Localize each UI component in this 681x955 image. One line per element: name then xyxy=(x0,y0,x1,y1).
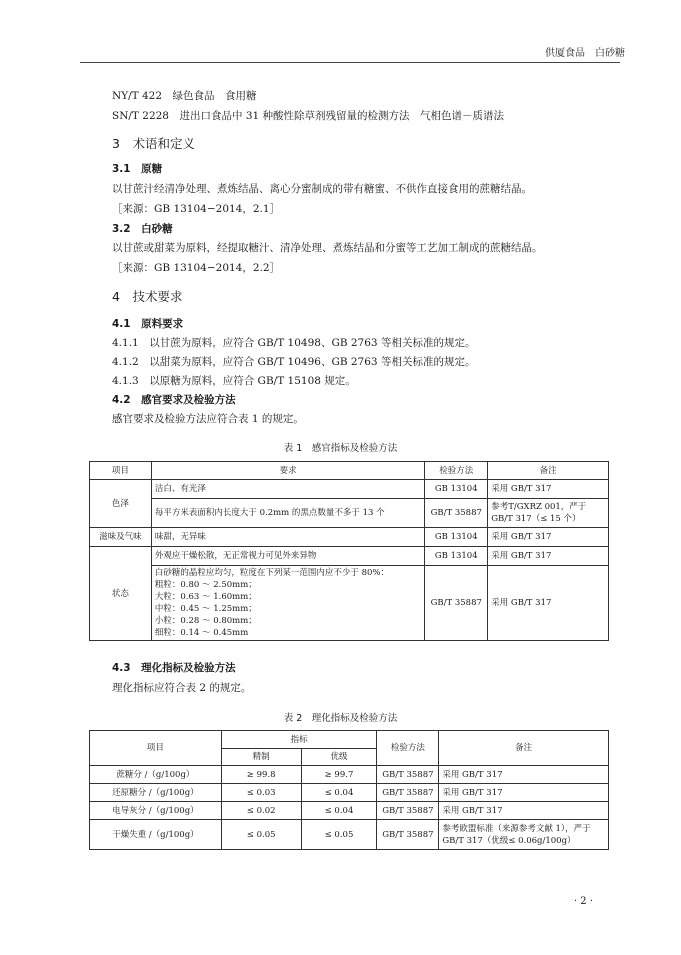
table-cell: ≤ 0.05 xyxy=(301,820,377,850)
table-cell: GB 13104 xyxy=(425,547,488,566)
table-header: 优级 xyxy=(301,749,377,766)
section-4-1-heading: 4.1 原料要求 xyxy=(112,318,184,330)
section-3-2-text: 以甘蔗或甜菜为原料，经提取糖汁、清净处理、煮炼结晶和分蜜等工艺加工制成的蔗糖结晶。 xyxy=(112,242,543,254)
table-cell: 滋味及气味 xyxy=(90,528,152,547)
section-4-3-heading: 4.3 理化指标及检验方法 xyxy=(112,662,236,674)
clause-4-1-1: 4.1.1 以甘蔗为原料，应符合 GB/T 10498、GB 2763 等相关标准的规定。 xyxy=(112,337,476,349)
table-row xyxy=(90,480,609,499)
table-header: 检验方法 xyxy=(377,731,439,766)
grain-size-line: 中粒：0.45 ～ 1.25mm； xyxy=(154,604,257,614)
header-rule xyxy=(80,62,620,63)
table-row xyxy=(90,547,609,566)
table-cell: ≤ 0.04 xyxy=(301,784,377,802)
table-header: 备注 xyxy=(488,462,609,480)
section-3-2-heading: 3.2 白砂糖 xyxy=(112,223,173,235)
page-number: · 2 · xyxy=(573,896,593,907)
table-cell: GB 13104 xyxy=(425,480,488,499)
table-cell: 电导灰分 /（g/100g） xyxy=(90,802,222,820)
table-1-sensory xyxy=(89,461,609,641)
table-cell: ≤ 0.04 xyxy=(301,802,377,820)
table-cell: 参考T/GXRZ 001，严于GB/T 317（≤ 15 个） xyxy=(488,499,609,528)
grain-size-line: 白砂糖的晶粒应均匀，粒度在下列某一范围内应不少于 80%： xyxy=(154,568,389,578)
table-cell: GB/T 35887 xyxy=(425,566,488,641)
table-row xyxy=(90,802,609,820)
section-3-1-text: 以甘蔗汁经清净处理、煮炼结晶、离心分蜜制成的带有糖蜜、不供作直接食用的蔗糖结晶。 xyxy=(112,183,532,195)
table-cell: 采用 GB/T 317 xyxy=(488,547,609,566)
reference-sn-t-2228: SN/T 2228 进出口食品中 31 种酸性除草剂残留量的检测方法 气相色谱－质谱法 xyxy=(112,110,505,122)
running-header: 供厦食品 白砂糖 xyxy=(545,48,625,59)
grain-size-line: 小粒：0.28 ～ 0.80mm； xyxy=(154,616,257,626)
table-row xyxy=(90,820,609,850)
table-cell: 干燥失重 /（g/100g） xyxy=(90,820,222,850)
table-row xyxy=(90,731,609,749)
table-header: 检验方法 xyxy=(425,462,488,480)
reference-ny-t-422: NY/T 422 绿色食品 食用糖 xyxy=(112,90,257,102)
table-cell: 蔗糖分 /（g/100g） xyxy=(90,766,222,784)
table-row xyxy=(90,784,609,802)
table-2-physicochemical xyxy=(89,730,609,850)
section-4-3-text: 理化指标应符合表 2 的规定。 xyxy=(112,682,252,694)
table-header: 备注 xyxy=(439,731,609,766)
table-cell: ≥ 99.7 xyxy=(301,766,377,784)
table-cell: 采用 GB/T 317 xyxy=(488,480,609,499)
table-cell: ≤ 0.02 xyxy=(221,802,301,820)
table-1-caption: 表 1 感官指标及检验方法 xyxy=(283,443,398,454)
clause-4-1-2: 4.1.2 以甜菜为原料，应符合 GB/T 10496、GB 2763 等相关标准的规定。 xyxy=(112,356,476,368)
table-cell: 味甜，无异味 xyxy=(151,528,424,547)
table-cell: 采用 GB/T 317 xyxy=(439,784,609,802)
table-cell xyxy=(151,566,424,641)
table-cell: 采用 GB/T 317 xyxy=(488,528,609,547)
table-cell: GB/T 35887 xyxy=(377,802,439,820)
table-header: 要求 xyxy=(151,462,424,480)
table-cell: GB 13104 xyxy=(425,528,488,547)
grain-size-line: 细粒：0.14 ～ 0.45mm xyxy=(154,628,249,638)
grain-size-line: 粗粒：0.80 ～ 2.50mm； xyxy=(154,580,257,590)
section-3-1-heading: 3.1 原糖 xyxy=(112,163,163,175)
table-cell: 洁白、有光泽 xyxy=(151,480,424,499)
table-cell: 采用 GB/T 317 xyxy=(439,802,609,820)
section-4-2-heading: 4.2 感官要求及检验方法 xyxy=(112,394,236,406)
table-cell: 还原糖分 /（g/100g） xyxy=(90,784,222,802)
section-4-heading: 4 技术要求 xyxy=(112,289,183,304)
section-4-2-text: 感官要求及检验方法应符合表 1 的规定。 xyxy=(112,413,304,425)
table-cell: 参考欧盟标准（来源参考文献 1），严于 GB/T 317（优级≤ 0.06g/100g） xyxy=(439,820,609,850)
grain-size-line: 大粒：0.63 ～ 1.60mm； xyxy=(154,592,257,602)
table-2-caption: 表 2 理化指标及检验方法 xyxy=(283,713,398,724)
table-cell: ≤ 0.03 xyxy=(221,784,301,802)
table-header: 精制 xyxy=(221,749,301,766)
table-header: 项目 xyxy=(90,462,152,480)
table-cell: ≥ 99.8 xyxy=(221,766,301,784)
table-cell: GB/T 35887 xyxy=(377,784,439,802)
table-cell: 每平方米表面积内长度大于 0.2mm 的黑点数量不多于 13 个 xyxy=(151,499,424,528)
table-row xyxy=(90,462,609,480)
table-row xyxy=(90,528,609,547)
table-cell: 采用 GB/T 317 xyxy=(488,566,609,641)
section-3-1-source: ［来源：GB 13104−2014，2.1］ xyxy=(112,203,281,215)
table-header: 项目 xyxy=(90,731,222,766)
section-3-heading: 3 术语和定义 xyxy=(112,136,195,151)
table-cell: ≤ 0.05 xyxy=(221,820,301,850)
table-cell: 色泽 xyxy=(90,480,152,528)
table-cell: 采用 GB/T 317 xyxy=(439,766,609,784)
table-cell: GB/T 35887 xyxy=(377,820,439,850)
table-row xyxy=(90,499,609,528)
section-3-2-source: ［来源：GB 13104−2014，2.2］ xyxy=(112,262,281,274)
clause-4-1-3: 4.1.3 以原糖为原料，应符合 GB/T 15108 规定。 xyxy=(112,375,356,387)
table-cell: GB/T 35887 xyxy=(377,766,439,784)
table-row xyxy=(90,766,609,784)
table-row xyxy=(90,566,609,641)
table-header: 指标 xyxy=(221,731,377,749)
table-cell: 外观应干燥松散，无正常视力可见外来异物 xyxy=(151,547,424,566)
table-cell: GB/T 35887 xyxy=(425,499,488,528)
table-cell: 状态 xyxy=(90,547,152,641)
